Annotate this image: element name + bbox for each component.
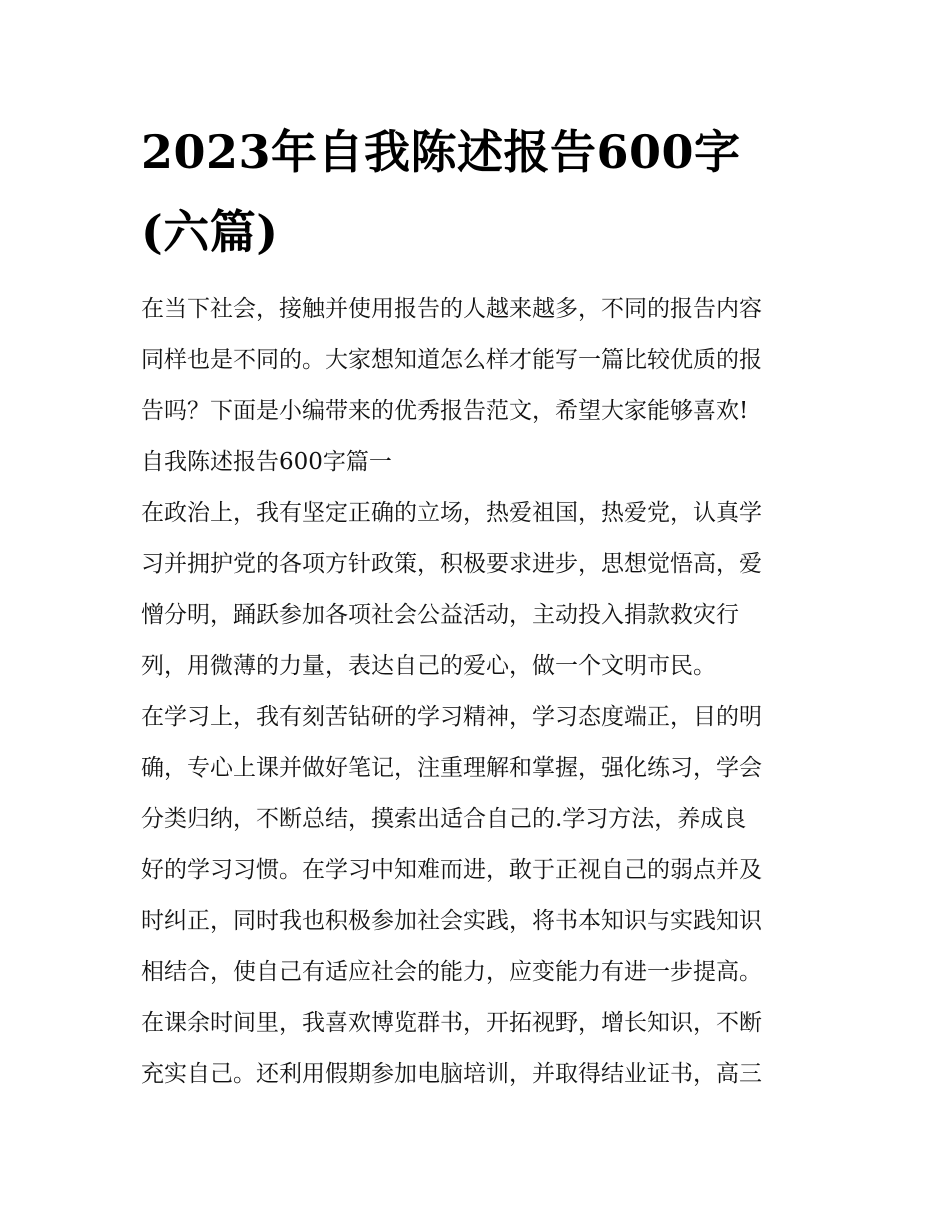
text-line: 时纠正，同时我也积极参加社会实践，将书本知识与实践知识 <box>141 908 762 934</box>
title-line: 2023年自我陈述报告600字 <box>141 125 741 179</box>
body-paragraph-politics <box>141 488 813 692</box>
text-line: 习并拥护党的各项方针政策，积极要求进步，思想觉悟高，爱 <box>141 551 762 577</box>
intro-paragraph <box>141 284 813 437</box>
text-line: 分类归纳，不断总结，摸索出适合自己的.学习方法，养成良 <box>141 806 747 832</box>
body-paragraph-leisure <box>141 998 813 1100</box>
section-heading <box>141 437 813 488</box>
title-line: (六篇) <box>141 205 279 259</box>
text-line: 列，用微薄的力量，表达自己的爱心，做一个文明市民。 <box>141 653 716 679</box>
document-content <box>141 112 813 1100</box>
text-line: 相结合，使自己有适应社会的能力，应变能力有进一步提高。 <box>141 959 762 985</box>
text-line: 好的学习习惯。在学习中知难而进，敢于正视自己的弱点并及 <box>141 857 762 883</box>
text-line: 在学习上，我有刻苦钻研的学习精神，学习态度端正，目的明 <box>141 704 762 730</box>
body-paragraph-study <box>141 692 813 998</box>
text-line: 憎分明，踊跃参加各项社会公益活动，主动投入捐款救灾行 <box>141 602 739 628</box>
text-line: 在课余时间里，我喜欢博览群书，开拓视野，增长知识，不断 <box>141 1010 762 1036</box>
document-title <box>141 112 813 272</box>
text-line: 充实自己。还利用假期参加电脑培训，并取得结业证书，高三 <box>141 1061 762 1087</box>
text-line: 确，专心上课并做好笔记，注重理解和掌握，强化练习，学会 <box>141 755 762 781</box>
text-line: 在政治上，我有坚定正确的立场，热爱祖国，热爱党，认真学 <box>141 500 762 526</box>
text-line: 告吗？下面是小编带来的优秀报告范文，希望大家能够喜欢! <box>141 398 749 424</box>
text-line: 在当下社会，接触并使用报告的人越来越多，不同的报告内容 <box>141 296 762 322</box>
text-line: 同样也是不同的。大家想知道怎么样才能写一篇比较优质的报 <box>141 347 762 373</box>
section-heading-text: 自我陈述报告600字篇一 <box>141 449 392 475</box>
